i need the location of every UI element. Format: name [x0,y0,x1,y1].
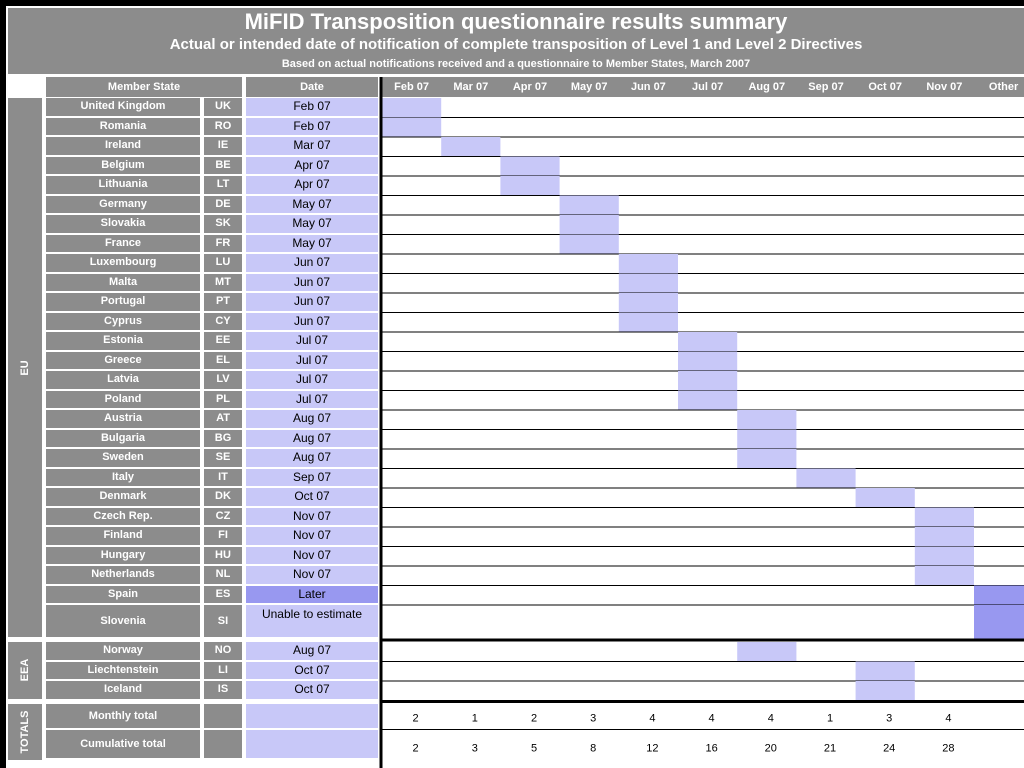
member-state-name: Cyprus [46,313,200,331]
month-header-other: Other [988,81,1019,93]
member-state-name: United Kingdom [46,98,200,116]
monthly-total-value: 3 [590,712,597,725]
transposition-date: Jul 07 [246,332,378,350]
timeline-bar [915,547,974,567]
timeline-bar [560,235,619,255]
member-state-name: Netherlands [46,566,200,584]
member-state-code: EL [204,352,242,370]
member-state-name: Denmark [46,488,200,506]
month-header-mar-07: Mar 07 [453,81,489,93]
group-label-text: TOTALS [19,710,31,753]
cumulative-total-value: 12 [646,742,659,755]
transposition-date: Oct 07 [246,681,378,699]
chart-subtitle: Actual or intended date of notification of complete transposition of Level 1 and Level 2 Directives [169,36,863,53]
timeline-bar [737,410,796,430]
member-state-code: CZ [204,508,242,526]
cumulative-total-value: 21 [823,742,837,755]
member-state-code: ES [204,586,242,604]
transposition-date: Nov 07 [246,547,378,565]
member-state-code: NO [204,642,242,660]
timeline-bar [856,681,915,701]
transposition-date: Jun 07 [246,293,378,311]
transposition-date: Jun 07 [246,254,378,272]
cumulative-total-label: Cumulative total [46,730,200,758]
member-state-name: Italy [46,469,200,487]
monthly-total-value: 3 [886,712,893,725]
monthly-total-value: 4 [945,712,952,725]
cumulative-total-value: 8 [590,742,597,755]
member-state-name: Estonia [46,332,200,350]
transposition-date: Aug 07 [246,642,378,660]
timeline-bar [737,449,796,469]
timeline-bar [441,137,500,157]
timeline-bar [678,332,737,352]
timeline-bar [382,118,441,138]
timeline-bar [500,176,559,196]
month-header-feb-07: Feb 07 [394,81,430,93]
month-header-apr-07: Apr 07 [512,81,548,93]
transposition-date: Jul 07 [246,371,378,389]
transposition-date: Aug 07 [246,430,378,448]
member-state-code: EE [204,332,242,350]
timeline-bar [619,313,678,333]
month-header-sep-07: Sep 07 [808,81,844,93]
member-state-code: DE [204,196,242,214]
member-state-name: Portugal [46,293,200,311]
cumulative-total-value: 16 [705,742,718,755]
cumulative-total-value: 2 [412,742,419,755]
member-state-name: Sweden [46,449,200,467]
transposition-date: Sep 07 [246,469,378,487]
transposition-date: Unable to estimate [246,605,378,637]
monthly-total-value: 4 [649,712,656,725]
member-state-name: Malta [46,274,200,292]
timeline-bar [915,527,974,547]
timeline-bar [974,586,1024,606]
cumulative-total-value: 20 [764,742,777,755]
member-state-code: LI [204,662,242,680]
transposition-date: Apr 07 [246,157,378,175]
transposition-date: Nov 07 [246,527,378,545]
member-state-code: BG [204,430,242,448]
month-header-may-07: May 07 [570,81,608,93]
timeline-bar [856,662,915,682]
month-header-nov-07: Nov 07 [926,81,963,93]
transposition-date: Mar 07 [246,137,378,155]
member-state-name: Greece [46,352,200,370]
transposition-date: Feb 07 [246,118,378,136]
month-header-oct-07: Oct 07 [868,81,902,93]
timeline-bar [974,605,1024,639]
member-state-name: Iceland [46,681,200,699]
member-state-name: Slovakia [46,215,200,233]
member-state-name: Slovenia [46,605,200,637]
member-state-code: LU [204,254,242,272]
member-state-name: Germany [46,196,200,214]
chart-source-note: Based on actual notifications received and a questionnaire to Member States, March 2007 [281,58,751,70]
member-state-name: Austria [46,410,200,428]
transposition-date: Aug 07 [246,410,378,428]
timeline-bar [678,391,737,411]
timeline-bar [560,196,619,216]
transposition-date: Apr 07 [246,176,378,194]
transposition-date: Aug 07 [246,449,378,467]
timeline-bar [737,642,796,662]
member-state-name: Bulgaria [46,430,200,448]
member-state-name: Lithuania [46,176,200,194]
timeline-bar [915,566,974,586]
transposition-date: May 07 [246,215,378,233]
member-state-code: IT [204,469,242,487]
timeline-bar [619,293,678,313]
monthly-total-value: 1 [471,712,478,725]
monthly-total-value: 2 [412,712,419,725]
timeline-bar [382,98,441,118]
monthly-total-value: 4 [708,712,715,725]
group-label-text: EU [19,359,31,376]
group-label-text: EEA [19,658,31,682]
member-state-name: Finland [46,527,200,545]
timeline-bar [737,430,796,450]
member-state-code: BE [204,157,242,175]
timeline-bar [560,215,619,235]
monthly-total-value: 2 [530,712,538,725]
member-state-code: DK [204,488,242,506]
transposition-date: Nov 07 [246,566,378,584]
member-state-code: SK [204,215,242,233]
transposition-date: Later [246,586,378,604]
date-header: Date [246,77,378,97]
member-state-name: Czech Rep. [46,508,200,526]
cumulative-total-value: 24 [883,742,896,755]
cumulative-total-value: 3 [471,742,478,755]
member-state-code: SE [204,449,242,467]
chart-title: MiFID Transposition questionnaire results summary [244,9,788,34]
member-state-name: France [46,235,200,253]
member-state-name: Belgium [46,157,200,175]
member-state-code: FI [204,527,242,545]
member-state-code: PT [204,293,242,311]
monthly-total-value: 1 [826,712,834,725]
timeline-bar [915,508,974,528]
timeline-bar [678,371,737,391]
member-state-code: PL [204,391,242,409]
transposition-date: Nov 07 [246,508,378,526]
member-state-header: Member State [46,77,242,97]
member-state-code: IE [204,137,242,155]
member-state-name: Norway [46,642,200,660]
member-state-code: LT [204,176,242,194]
month-header-aug-07: Aug 07 [748,81,786,93]
month-header-jul-07: Jul 07 [692,81,724,93]
transposition-date: Jul 07 [246,391,378,409]
transposition-date: May 07 [246,196,378,214]
transposition-date: Oct 07 [246,662,378,680]
member-state-code: MT [204,274,242,292]
member-state-code: HU [204,547,242,565]
member-state-code: AT [204,410,242,428]
transposition-date: Jun 07 [246,313,378,331]
transposition-date: Jul 07 [246,352,378,370]
member-state-name: Luxembourg [46,254,200,272]
member-state-name: Spain [46,586,200,604]
member-state-name: Ireland [46,137,200,155]
timeline-bar [619,274,678,294]
transposition-date: Feb 07 [246,98,378,116]
timeline-bar [619,254,678,274]
member-state-code: NL [204,566,242,584]
month-header-jun-07: Jun 07 [630,81,666,93]
cumulative-total-value: 5 [530,742,538,755]
monthly-total-label: Monthly total [46,704,200,728]
cumulative-total-value: 28 [942,742,955,755]
member-state-code: IS [204,681,242,699]
timeline-bar [856,488,915,508]
member-state-code: LV [204,371,242,389]
member-state-code: FR [204,235,242,253]
timeline-bar [500,157,559,177]
member-state-code: UK [204,98,242,116]
member-state-name: Poland [46,391,200,409]
monthly-total-value: 4 [767,712,774,725]
member-state-name: Latvia [46,371,200,389]
member-state-name: Hungary [46,547,200,565]
transposition-date: Oct 07 [246,488,378,506]
member-state-name: Liechtenstein [46,662,200,680]
member-state-code: CY [204,313,242,331]
timeline-bar [678,352,737,372]
member-state-code: SI [204,605,242,637]
timeline-bar [796,469,855,489]
member-state-code: RO [204,118,242,136]
transposition-date: May 07 [246,235,378,253]
transposition-date: Jun 07 [246,274,378,292]
member-state-name: Romania [46,118,200,136]
